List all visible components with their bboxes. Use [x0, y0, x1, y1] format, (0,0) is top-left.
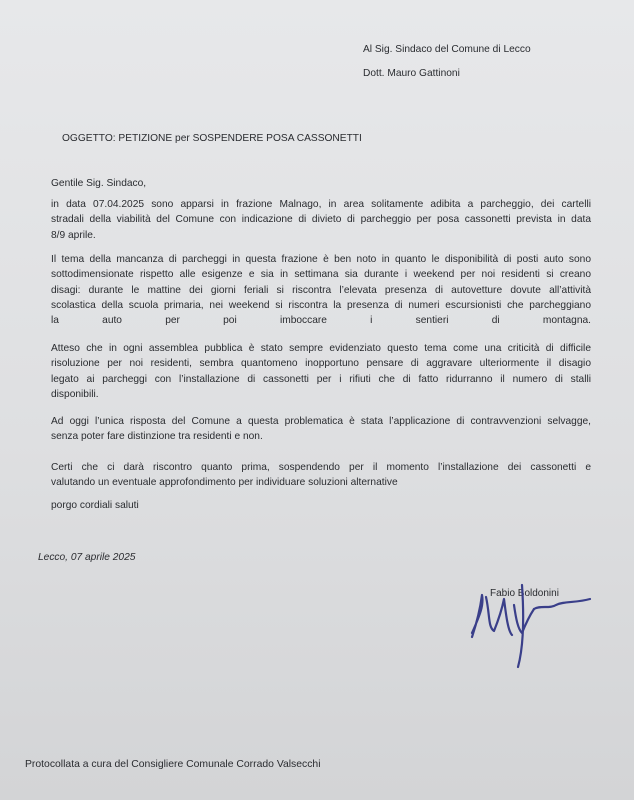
salutation: Gentile Sig. Sindaco,: [51, 178, 147, 189]
subject-text: PETIZIONE per SOSPENDERE POSA CASSONETTI: [118, 133, 362, 144]
paragraph-5: Certi che ci darà riscontro quanto prima, sospendendo per il momento l’installazione dei cassonetti e valutando un eventuale approfondimento per individuare soluzioni alternative: [51, 462, 591, 489]
place-date: Lecco, 07 aprile 2025: [38, 552, 136, 563]
recipient-line-1: Al Sig. Sindaco del Comune di Lecco: [363, 44, 531, 55]
subject-line: [62, 133, 362, 144]
subject-label: OGGETTO:: [62, 133, 119, 144]
paragraph-3: Atteso che in ogni assemblea pubblica è stato sempre evidenziato questo tema come una criticità di difficile risoluzione per noi residenti, sembra quantomeno inopportuno pensare di aggravare ulteriormente il disagio legato ai parcheggi con l’installazione di cassonetti per i rifiuti che di fatto ridurranno il numero di stalli disponibili.: [51, 343, 591, 400]
paragraph-2: Il tema della mancanza di parcheggi in questa frazione è ben noto in quanto le disponibilità di posti auto sono sottodimensionate rispetto alle esigenze e sia in settimana sia durante i weekend per noi residenti si creano disagi: durante le mattine dei giorni feriali si riscontra l’elevata presenza di autovetture dovute all’attività scolastica della scuola primaria, nei weekend si riscontra la presenza di numeri escursionisti che parcheggiano la auto per poi imboccare i sentieri di montagna.: [51, 254, 591, 327]
closing: porgo cordiali saluti: [51, 500, 139, 511]
signer-name: Fabio Boldonini: [490, 588, 559, 599]
handwritten-signature-icon: [460, 575, 600, 675]
paragraph-4: Ad oggi l’unica risposta del Comune a questa problematica è stata l’applicazione di contravvenzioni selvagge, senza poter fare distinzione tra residenti e non.: [51, 416, 591, 443]
paragraph-1: in data 07.04.2025 sono apparsi in frazione Malnago, in area solitamente adibita a parcheggio, dei cartelli stradali della viabilità del Comune con indicazione di divieto di parcheggio per posa cassonetti prevista in data 8/9 aprile.: [51, 199, 591, 241]
recipient-line-2: Dott. Mauro Gattinoni: [363, 68, 460, 79]
footer-note: Protocollata a cura del Consigliere Comunale Corrado Valsecchi: [25, 759, 321, 770]
